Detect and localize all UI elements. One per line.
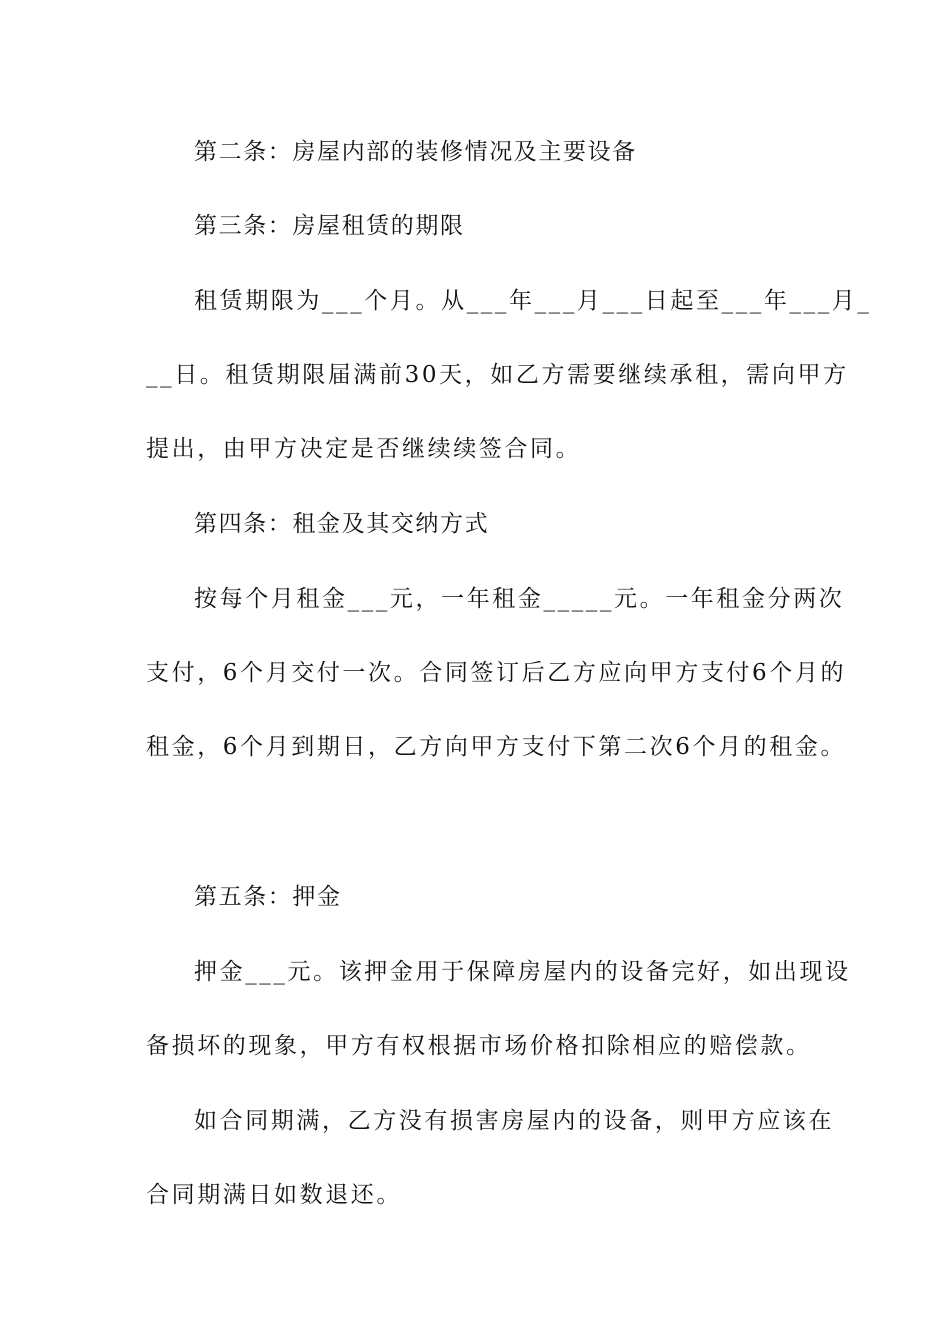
- article-5-paragraph-1-line-2: 备损坏的现象，甲方有权根据市场价格扣除相应的赔偿款。: [146, 1033, 812, 1059]
- article-4-paragraph-line-3: 租金，6个月到期日，乙方向甲方支付下第二次6个月的租金。: [146, 734, 847, 760]
- article-2-heading: 第二条：房屋内部的装修情况及主要设备: [194, 139, 637, 165]
- article-5-paragraph-2-line-1: 如合同期满，乙方没有损害房屋内的设备，则甲方应该在: [194, 1108, 834, 1134]
- article-5-paragraph-1-line-1: 押金___元。该押金用于保障房屋内的设备完好，如出现设: [194, 959, 851, 985]
- article-3-heading: 第三条：房屋租赁的期限: [194, 213, 465, 239]
- article-4-heading: 第四条：租金及其交纳方式: [194, 511, 490, 537]
- article-5-heading: 第五条：押金: [194, 884, 342, 910]
- article-5-paragraph-2-line-2: 合同期满日如数退还。: [146, 1182, 402, 1208]
- article-3-paragraph-line-2: __日。租赁期限届满前30天，如乙方需要继续承租，需向甲方: [146, 362, 849, 388]
- article-3-paragraph-line-3: 提出，由甲方决定是否继续续签合同。: [146, 436, 582, 462]
- article-3-paragraph-line-1: 租赁期限为___个月。从___年___月___日起至___年___月_: [194, 288, 872, 314]
- article-4-paragraph-line-2: 支付，6个月交付一次。合同签订后乙方应向甲方支付6个月的: [146, 660, 847, 686]
- article-4-paragraph-line-1: 按每个月租金___元，一年租金_____元。一年租金分两次: [194, 586, 845, 612]
